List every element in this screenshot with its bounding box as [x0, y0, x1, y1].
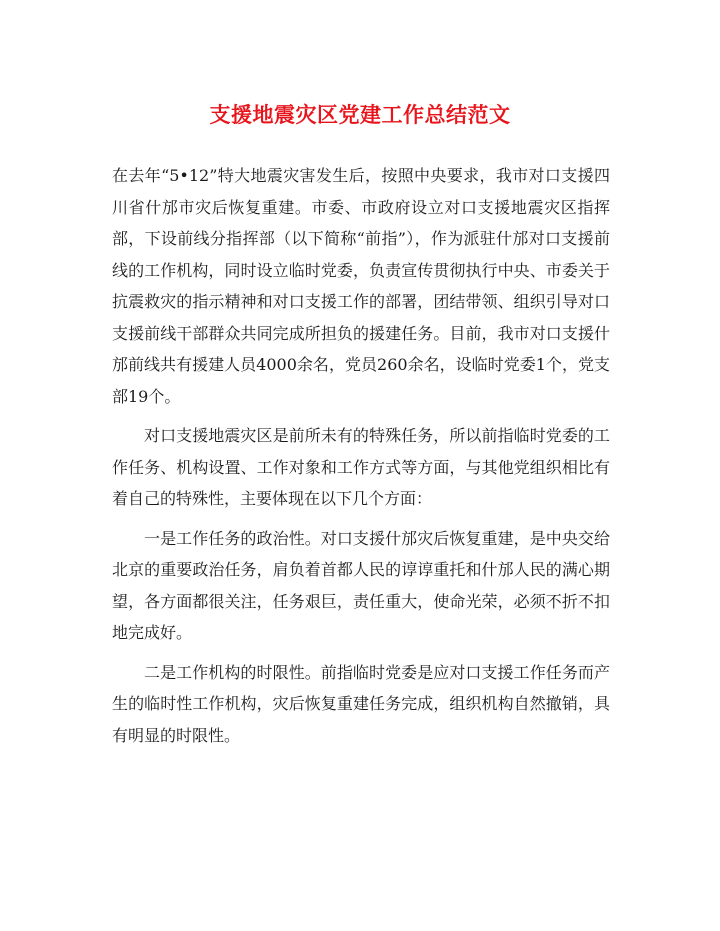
paragraph-special-task: 对口支援地震灾区是前所未有的特殊任务，所以前指临时党委的工作任务、机构设置、工作对象和工作方式等方面，与其他党组织相比有着自己的特殊性，主要体现在以下几个方面：	[112, 426, 610, 508]
document-title: 支援地震灾区党建工作总结范文	[209, 102, 511, 127]
paragraph-time-limit: 二是工作机构的时限性。前指临时党委是应对口支援工作任务而产生的临时性工作机构，灾后恢复重建任务完成，组织机构自然撤销，具有明显的时限性。	[112, 662, 610, 745]
paragraph-political-nature: 一是工作任务的政治性。对口支援什邡灾后恢复重建，是中央交给北京的重要政治任务，肩负着首都人民的谆谆重托和什邡人民的满心期望，各方面都很关注，任务艰巨，责任重大，使命光荣，必须不折不扣地完成好。	[112, 528, 610, 642]
document-body	[112, 160, 610, 759]
paragraph-intro: 在去年“5•12”特大地震灾害发生后，按照中央要求，我市对口支援四川省什邡市灾后恢复重建。市委、市政府设立对口支援地震灾区指挥部，下设前线分指挥部（以下简称“前指”），作为派驻什邡对口支援前线的工作机构，同时设立临时党委，负责宣传贯彻执行中央、市委关于抗震救灾的指示精神和对口支援工作的部署，团结带领、组织引导对口支援前线干部群众共同完成所担负的援建任务。目前，我市对口支援什邡前线共有援建人员4000余名，党员260余名，设临时党委1个，党支部19个。	[112, 166, 610, 406]
